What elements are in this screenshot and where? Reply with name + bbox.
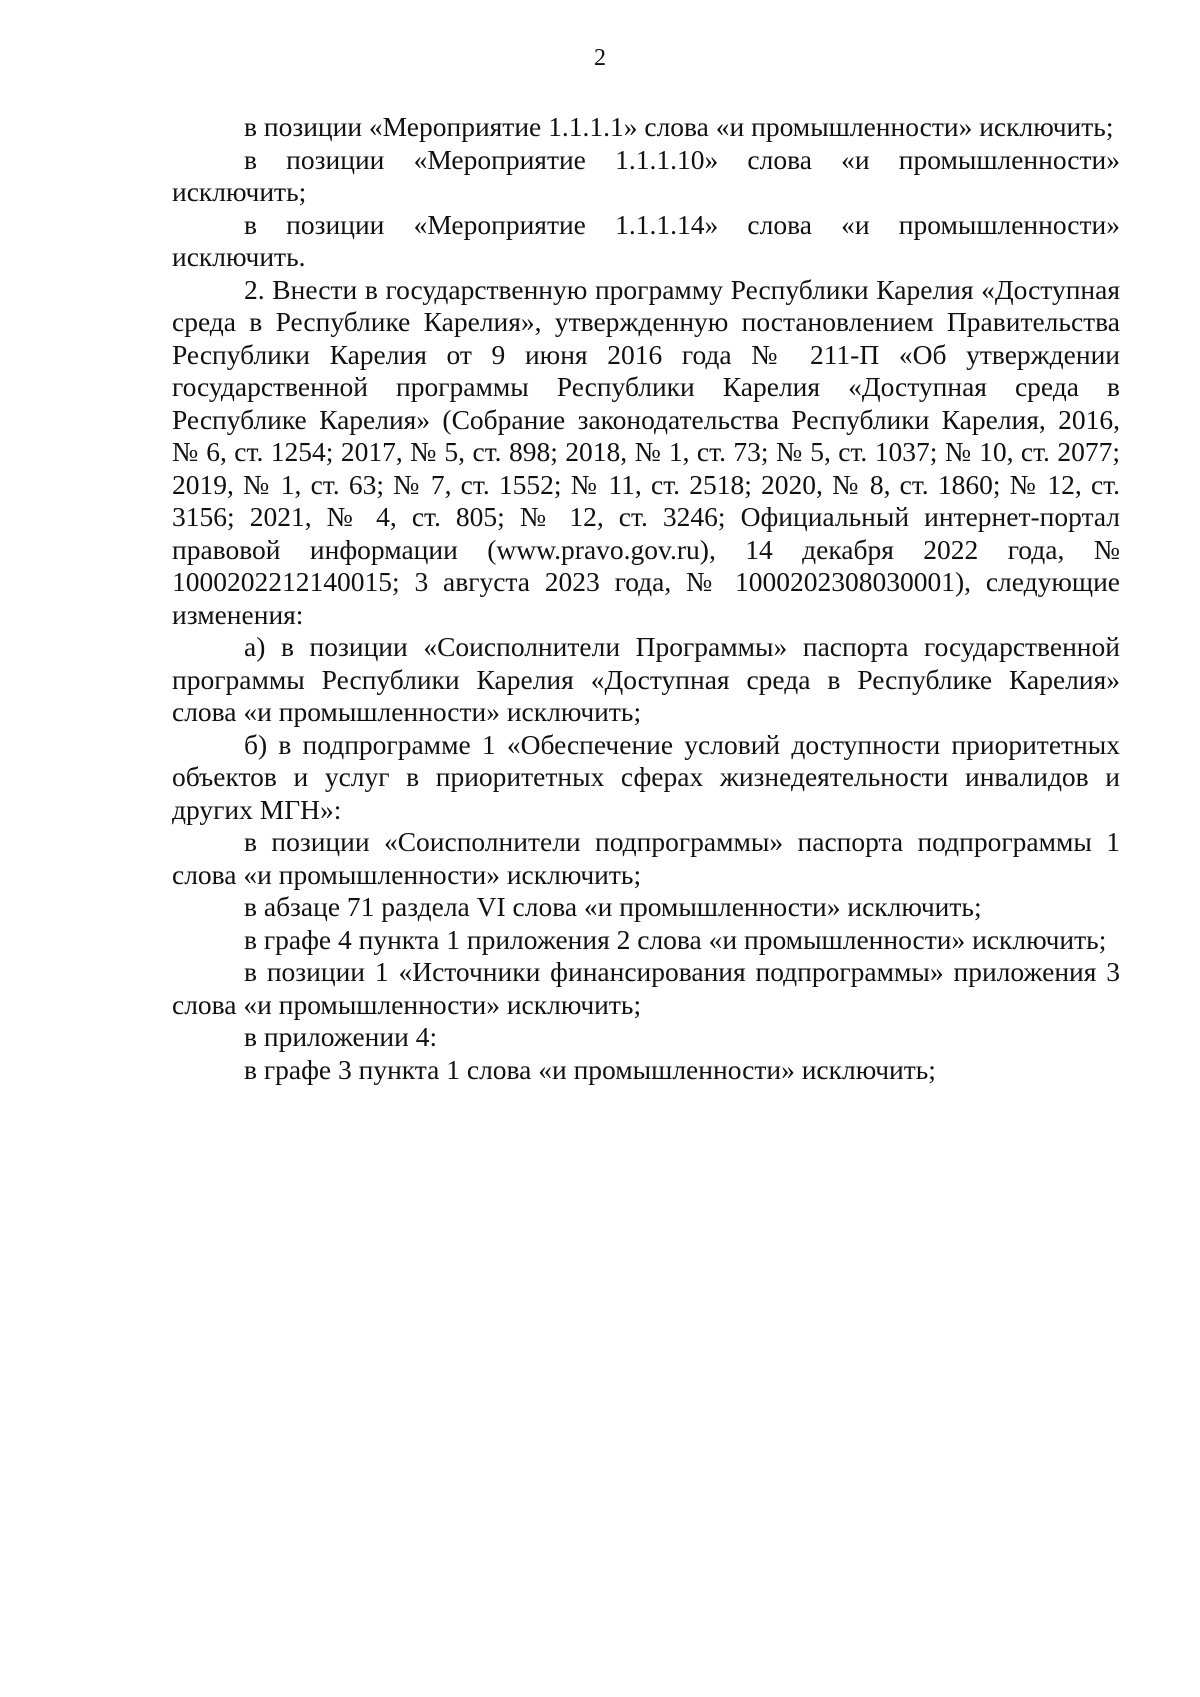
paragraph-8: в абзаце 71 раздела VI слова «и промышленности» исключить;	[244, 891, 982, 922]
page-number: 2	[594, 45, 606, 71]
paragraph-5: а) в позиции «Соисполнители Программы» паспорта государственной программы Республики Карелия «Доступная среда в Республике Карелия» слова «и промышленности» исключить;	[172, 631, 1120, 727]
paragraph-11: в приложении 4:	[244, 1021, 438, 1052]
paragraph-1: в позиции «Мероприятие 1.1.1.1» слова «и промышленности» исключить;	[244, 111, 1114, 142]
paragraph-10: в позиции 1 «Источники финансирования подпрограммы» приложения 3 слова «и промышленности» исключить;	[172, 956, 1120, 1020]
paragraph-2: в позиции «Мероприятие 1.1.1.10» слова «и промышленности» исключить;	[172, 143, 1120, 207]
document-body	[172, 111, 1120, 1086]
paragraph-4: 2. Внести в государственную программу Республики Карелия «Доступная среда в Республике Карелия», утвержденную постановлением Правительства Республики Карелия от 9 июня 2016 года № 211-П «Об утверждении государственной программы Республики Карелия «Доступная среда в Республике Карелия» (Собрание законодательства Республики Карелия, 2016, № 6, ст. 1254; 2017, № 5, ст. 898; 2018, № 1, ст. 73; № 5, ст. 1037; № 10, ст. 2077; 2019, № 1, ст. 63; № 7, ст. 1552; № 11, ст. 2518; 2020, № 8, ст. 1860; № 12, ст. 3156; 2021, № 4, ст. 805; № 12, ст. 3246; Официальный интернет-портал правовой информации (www.pravo.gov.ru), 14 декабря 2022 года, № 1000202212140015; 3 августа 2023 года, № 1000202308030001), следующие изменения:	[172, 273, 1120, 630]
paragraph-6: б) в подпрограмме 1 «Обеспечение условий доступности приоритетных объектов и услуг в приоритетных сферах жизнедеятельности инвалидов и других МГН»:	[172, 728, 1120, 825]
paragraph-12: в графе 3 пункта 1 слова «и промышленности» исключить;	[244, 1053, 936, 1085]
paragraph-7: в позиции «Соисполнители подпрограммы» паспорта подпрограммы 1 слова «и промышленности» исключить;	[172, 826, 1120, 890]
paragraph-3: в позиции «Мероприятие 1.1.1.14» слова «и промышленности» исключить.	[172, 208, 1120, 272]
paragraph-9: в графе 4 пункта 1 приложения 2 слова «и промышленности» исключить;	[244, 923, 1107, 955]
